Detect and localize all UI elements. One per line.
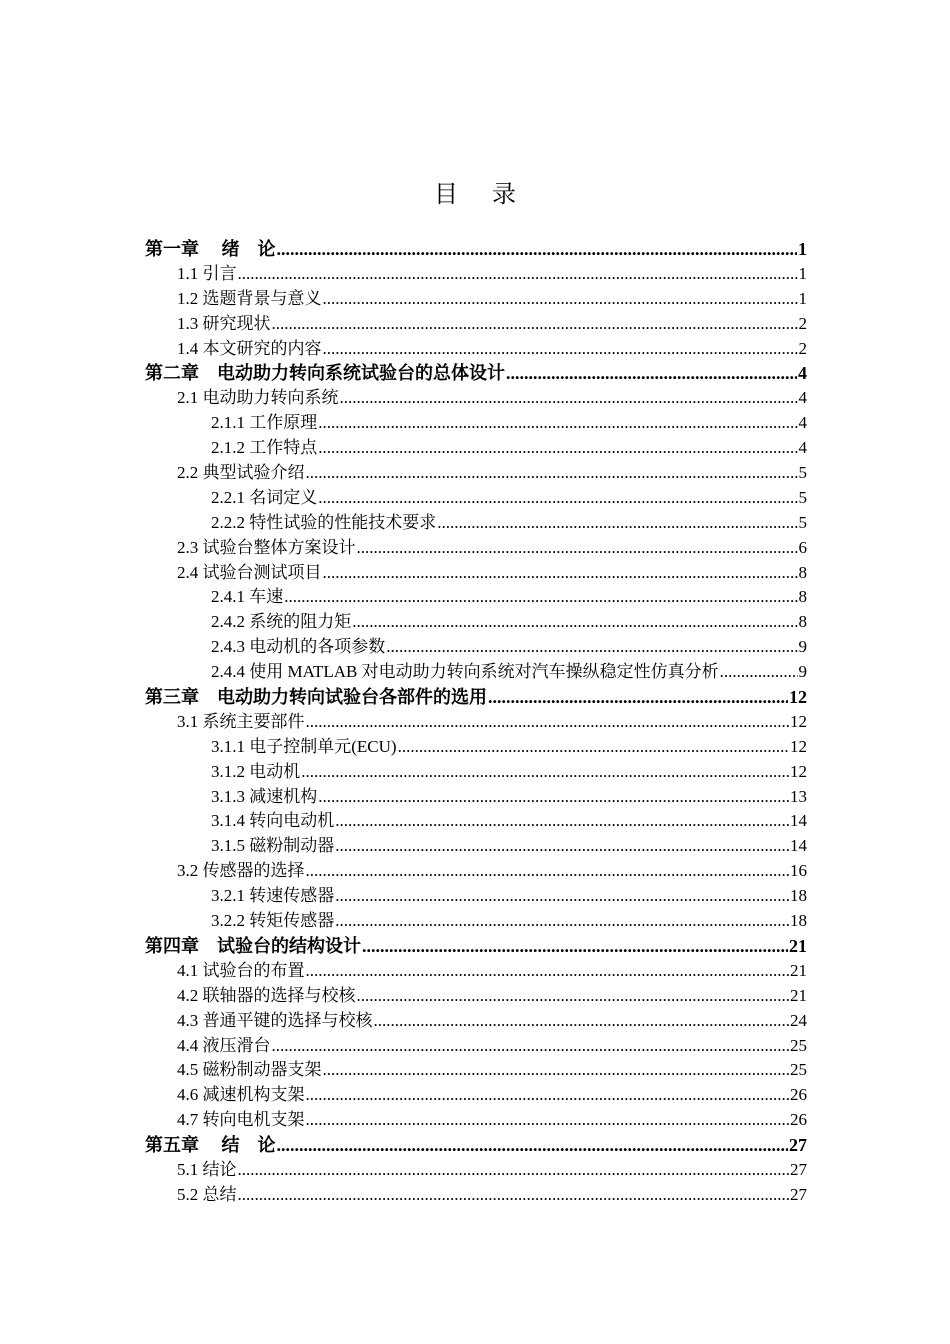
- toc-section-entry[interactable]: [145, 1158, 807, 1183]
- toc-dot-leader: [301, 760, 789, 785]
- toc-entry-label: 2.2 典型试验介绍: [177, 463, 305, 483]
- toc-section-entry[interactable]: [145, 785, 807, 810]
- toc-page-number: 12: [789, 687, 807, 708]
- toc-entry-label: 3.2 传感器的选择: [177, 861, 305, 881]
- toc-entry-label: 第二章 电动助力转向系统试验台的总体设计: [145, 363, 505, 384]
- toc-chapter-entry[interactable]: [145, 934, 807, 959]
- toc-dot-leader: [238, 1158, 790, 1183]
- toc-entry-label: 2.4.3 电动机的各项参数: [211, 637, 386, 657]
- toc-page-number: 1: [798, 239, 807, 259]
- toc-entry-label: 2.4.4 使用 MATLAB 对电动助力转向系统对汽车操纵稳定性仿真分析: [211, 662, 719, 682]
- toc-section-entry[interactable]: [145, 834, 807, 859]
- toc-entry-label: 4.3 普通平键的选择与校核: [177, 1010, 373, 1030]
- toc-dot-leader: [318, 436, 797, 461]
- toc-section-entry[interactable]: [145, 436, 807, 461]
- toc-dot-leader: [386, 635, 797, 660]
- toc-section-entry[interactable]: [145, 735, 807, 760]
- page-title: 目 录: [434, 182, 530, 208]
- toc-page-number: 27: [789, 1135, 807, 1156]
- toc-dot-leader: [306, 859, 790, 884]
- toc-page-number: 4: [798, 438, 807, 458]
- toc-section-entry[interactable]: [145, 909, 807, 934]
- toc-entry-label: 2.2.1 名词定义: [211, 487, 318, 507]
- toc-dot-leader: [323, 1058, 790, 1083]
- toc-page-number: 5: [798, 512, 807, 532]
- toc-dot-leader: [357, 984, 790, 1009]
- toc-dot-leader: [306, 1108, 790, 1133]
- toc-section-entry[interactable]: [145, 859, 807, 884]
- toc-entry-label: 3.2.2 转矩传感器: [211, 911, 335, 931]
- toc-page-number: 14: [790, 836, 807, 856]
- toc-section-entry[interactable]: [145, 287, 807, 312]
- toc-page-number: 12: [790, 711, 807, 731]
- toc-dot-leader: [284, 585, 797, 610]
- toc-dot-leader: [437, 511, 797, 536]
- toc-section-entry[interactable]: [145, 585, 807, 610]
- toc-page-number: 5: [798, 463, 807, 483]
- toc-chapter-entry[interactable]: [145, 685, 807, 710]
- toc-entry-label: 1.1 引言: [177, 263, 237, 283]
- toc-section-entry[interactable]: [145, 660, 807, 685]
- toc-dot-leader: [335, 834, 789, 859]
- toc-entry-label: 2.4.1 车速: [211, 587, 284, 607]
- toc-dot-leader: [306, 959, 790, 984]
- toc-section-entry[interactable]: [145, 1108, 807, 1133]
- toc-page-number: 12: [790, 736, 807, 756]
- toc-page-number: 1: [798, 263, 807, 283]
- table-of-contents: [145, 237, 807, 1208]
- toc-section-entry[interactable]: [145, 511, 807, 536]
- toc-dot-leader: [323, 287, 798, 312]
- toc-section-entry[interactable]: [145, 809, 807, 834]
- toc-entry-label: 4.7 转向电机支架: [177, 1110, 305, 1130]
- toc-page-number: 16: [790, 861, 807, 881]
- toc-section-entry[interactable]: [145, 262, 807, 287]
- toc-entry-label: 3.1.3 减速机构: [211, 786, 318, 806]
- toc-entry-label: 第三章 电动助力转向试验台各部件的选用: [145, 687, 487, 708]
- toc-dot-leader: [318, 785, 789, 810]
- toc-page-number: 9: [798, 662, 807, 682]
- toc-entry-label: 1.2 选题背景与意义: [177, 288, 322, 308]
- toc-chapter-entry[interactable]: [145, 361, 807, 386]
- toc-dot-leader: [238, 1183, 790, 1208]
- toc-dot-leader: [357, 536, 798, 561]
- toc-entry-label: 第一章 绪 论: [145, 239, 276, 259]
- toc-dot-leader: [238, 262, 798, 287]
- toc-page-number: 27: [790, 1159, 807, 1179]
- toc-page-number: 27: [790, 1184, 807, 1204]
- toc-entry-label: 2.3 试验台整体方案设计: [177, 537, 356, 557]
- toc-section-entry[interactable]: [145, 461, 807, 486]
- toc-entry-label: 4.1 试验台的布置: [177, 960, 305, 980]
- toc-dot-leader: [374, 1009, 790, 1034]
- toc-dot-leader: [335, 884, 789, 909]
- toc-page-number: 8: [798, 587, 807, 607]
- toc-entry-label: 4.4 液压滑台: [177, 1035, 271, 1055]
- toc-page-number: 26: [790, 1110, 807, 1130]
- toc-dot-leader: [277, 237, 798, 262]
- toc-page-number: 21: [790, 960, 807, 980]
- toc-section-entry[interactable]: [145, 959, 807, 984]
- toc-entry-label: 2.4.2 系统的阻力矩: [211, 612, 352, 632]
- toc-section-entry[interactable]: [145, 1058, 807, 1083]
- toc-page-number: 18: [790, 886, 807, 906]
- toc-page-number: 2: [798, 313, 807, 333]
- toc-section-entry[interactable]: [145, 1009, 807, 1034]
- toc-page-number: 24: [790, 1010, 807, 1030]
- toc-page-number: 18: [790, 911, 807, 931]
- toc-page-number: 6: [798, 537, 807, 557]
- toc-entry-label: 1.4 本文研究的内容: [177, 338, 322, 358]
- toc-chapter-entry[interactable]: [145, 237, 807, 262]
- toc-entry-label: 5.1 结论: [177, 1159, 237, 1179]
- toc-page-number: 14: [790, 811, 807, 831]
- toc-section-entry[interactable]: [145, 411, 807, 436]
- toc-section-entry[interactable]: [145, 635, 807, 660]
- toc-section-entry[interactable]: [145, 337, 807, 362]
- toc-dot-leader: [335, 909, 789, 934]
- toc-entry-label: 第四章 试验台的结构设计: [145, 935, 361, 956]
- toc-section-entry[interactable]: [145, 710, 807, 735]
- toc-section-entry[interactable]: [145, 536, 807, 561]
- toc-section-entry[interactable]: [145, 386, 807, 411]
- toc-dot-leader: [306, 1083, 790, 1108]
- toc-section-entry[interactable]: [145, 760, 807, 785]
- toc-dot-leader: [306, 461, 798, 486]
- toc-section-entry[interactable]: [145, 486, 807, 511]
- toc-section-entry[interactable]: [145, 1183, 807, 1208]
- toc-page-number: 21: [790, 985, 807, 1005]
- toc-page-number: 4: [798, 363, 807, 384]
- toc-dot-leader: [318, 486, 797, 511]
- toc-entry-label: 第五章 结 论: [145, 1135, 276, 1156]
- toc-dot-leader: [506, 361, 797, 386]
- toc-dot-leader: [398, 735, 789, 760]
- toc-dot-leader: [277, 1133, 789, 1158]
- toc-page-number: 8: [798, 612, 807, 632]
- toc-dot-leader: [488, 685, 788, 710]
- toc-dot-leader: [323, 337, 798, 362]
- toc-section-entry[interactable]: [145, 1034, 807, 1059]
- toc-entry-label: 4.5 磁粉制动器支架: [177, 1060, 322, 1080]
- toc-section-entry[interactable]: [145, 312, 807, 337]
- toc-entry-label: 2.4 试验台测试项目: [177, 562, 322, 582]
- toc-page-number: 21: [789, 935, 807, 956]
- toc-section-entry[interactable]: [145, 1083, 807, 1108]
- toc-chapter-entry[interactable]: [145, 1133, 807, 1158]
- toc-page-number: 25: [790, 1035, 807, 1055]
- toc-entry-label: 3.1.1 电子控制单元(ECU): [211, 736, 397, 756]
- toc-dot-leader: [335, 809, 789, 834]
- toc-dot-leader: [323, 561, 798, 586]
- toc-dot-leader: [318, 411, 797, 436]
- toc-page-number: 5: [798, 487, 807, 507]
- toc-entry-label: 2.1.2 工作特点: [211, 438, 318, 458]
- toc-section-entry[interactable]: [145, 884, 807, 909]
- toc-page-number: 12: [790, 761, 807, 781]
- toc-section-entry[interactable]: [145, 984, 807, 1009]
- toc-entry-label: 2.1 电动助力转向系统: [177, 388, 339, 408]
- toc-page-number: 26: [790, 1085, 807, 1105]
- toc-page-number: 8: [798, 562, 807, 582]
- toc-entry-label: 2.1.1 工作原理: [211, 413, 318, 433]
- toc-dot-leader: [340, 386, 798, 411]
- toc-section-entry[interactable]: [145, 610, 807, 635]
- toc-dot-leader: [720, 660, 798, 685]
- toc-entry-label: 3.2.1 转速传感器: [211, 886, 335, 906]
- toc-page-number: 4: [798, 413, 807, 433]
- toc-entry-label: 3.1.2 电动机: [211, 761, 301, 781]
- toc-entry-label: 4.2 联轴器的选择与校核: [177, 985, 356, 1005]
- toc-dot-leader: [362, 934, 788, 959]
- toc-dot-leader: [352, 610, 797, 635]
- toc-section-entry[interactable]: [145, 561, 807, 586]
- toc-entry-label: 5.2 总结: [177, 1184, 237, 1204]
- toc-page-number: 1: [798, 288, 807, 308]
- toc-dot-leader: [272, 312, 798, 337]
- toc-page-number: 9: [798, 637, 807, 657]
- toc-page-number: 2: [798, 338, 807, 358]
- toc-entry-label: 3.1.4 转向电动机: [211, 811, 335, 831]
- toc-page-number: 4: [798, 388, 807, 408]
- toc-entry-label: 3.1 系统主要部件: [177, 711, 305, 731]
- toc-page-number: 13: [790, 786, 807, 806]
- toc-entry-label: 2.2.2 特性试验的性能技术要求: [211, 512, 437, 532]
- toc-dot-leader: [272, 1034, 790, 1059]
- toc-entry-label: 4.6 减速机构支架: [177, 1085, 305, 1105]
- toc-page-number: 25: [790, 1060, 807, 1080]
- toc-entry-label: 1.3 研究现状: [177, 313, 271, 333]
- toc-entry-label: 3.1.5 磁粉制动器: [211, 836, 335, 856]
- toc-dot-leader: [306, 710, 790, 735]
